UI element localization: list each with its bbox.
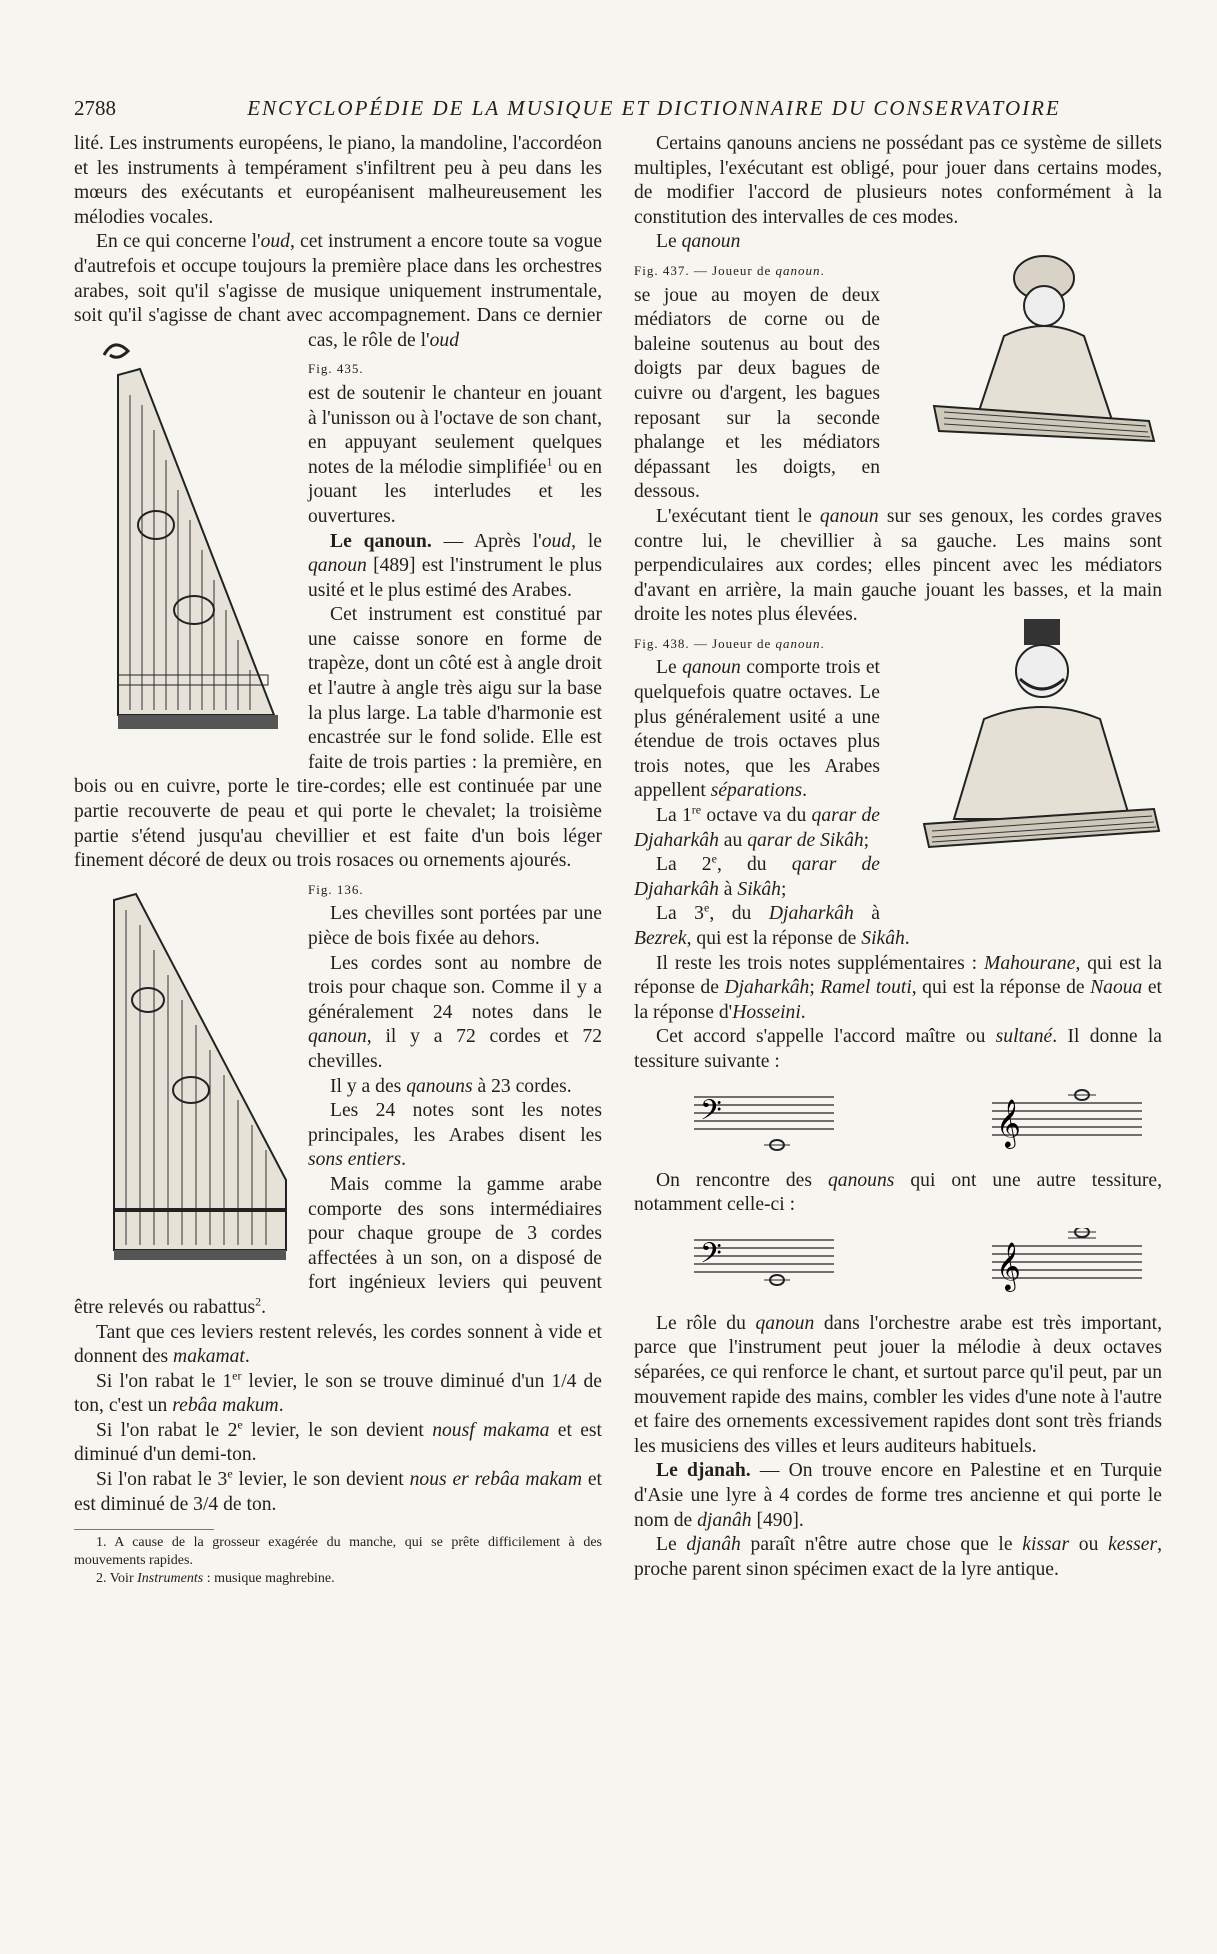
left-column: lité. Les instruments européens, le piano, la mandoline, l'accordéon et les instruments à tempérament s'infiltrent peu à peu dans les mœurs des exécutants et européanisent malheureusement les mélodies vocales. En ce qui concerne l'oud, cet instrument a encore toute sa vogue d'autrefois et occupe toujours la première place dans les orchestres arabes, soit qu'il s'agisse de musique uniquement instrumentale, soit qu'il s'agisse de chant avec accompagnement. Dans ce dernier cas, le rôle de l'oud Fig. 435. est de soutenir le chanteur en jouant à l'unisson ou à l'octave de son chant, en appuyant seulement quelques notes de la mélodie simplifiée$^1$ ou en jouant les interludes et les ouvertures. Le qanoun. — Après l'oud, le qanoun [489] est l'instrument le plus usité et le plus estimé des Arabes. Cet instrument est constitué par une caisse sonore en forme de trapèze, dont un côté est à angle droit et l'autre à angle très aigu sur la base la plus large. La table d'harmonie est encastrée sur le fond solide. Elle est faite de trois parties : la première, en bois ou en cuivre, porte le tire-cordes; elle est continuée par une partie recouverte de peau et qui porte le chevalet; la troisième partie s'étend jusqu'au chevillier et est faite d'un bois léger finement décoré de deux ou trois rosaces ou ornements ajourés. Fig. 136. Les chevilles sont portées par une pièce de bois fixée au dehors. Les cordes sont au nombre de trois pour chaque son. Comme il y a généralement 24 notes dans le qanoun, il y a 72 cordes et 72 chevilles. Il y a des qanouns à 23 cordes. Les 24 notes sont les notes principales, les Arabes disent les sons entiers. Mais comme la gamme arabe comporte des sons intermédiaires pour chaque groupe de 3 cordes affectées à un son, on a disposé de fort ingénieux leviers qui peuvent être relevés ou rabattus$^2$. Tant que ces leviers restent relevés, les cordes sonnent à vide et donnent des makamat. Si l'on rabat le 1er levier, le son se trouve diminué d'un 1/4 de ton, c'est un rebâa makum. Si l'on rabat le 2e levier, le son devient nousf makama et est diminué d'un demi-ton. Si l'on rabat le 3e levier, le son devient nous er rebâa makam et est diminué de 3/4 de ton. 1. A cause de la grosseur exagérée du manche, qui se prête difficilement à des mouvements rapides. 2. Voir Instruments : musique maghrebine. (74, 133, 603, 1587)
paragraph: L'exécutant tient le qanoun sur ses genoux, les cordes graves contre lui, le chevillier à sa gauche. Les mains sont perpendiculaires aux cordes; elles pincent avec les médiators d'avant en arrière, la main gauche jouant les basses, et la main droite les notes plus élevées. (634, 505, 1162, 628)
paragraph: Si l'on rabat le 1er levier, le son se trouve diminué d'un 1/4 de ton, c'est un rebâa makum. (74, 1368, 602, 1417)
running-title: ENCYCLOPÉDIE DE LA MUSIQUE ET DICTIONNAIRE DU CONSERVATOIRE (247, 96, 1061, 120)
figure-caption: Fig. 136. (308, 881, 364, 897)
footnote-1: 1. A cause de la grosseur exagérée du manche, qui se prête difficilement à des mouvements rapides. (74, 1535, 602, 1569)
paragraph: La 3e, du Djaharkâh à Bezrek, qui est la réponse de Sikâh. (634, 900, 910, 949)
paragraph: En ce qui concerne l'oud, cet instrument a encore toute sa vogue d'autrefois et occupe toujours la première place dans les orchestres arabes, soit qu'il s'agisse de musique uniquement instrumentale, soit qu'il s'agisse de chant avec accompagnement. Dans ce dernier cas, le rôle de l'oud (74, 230, 602, 353)
paragraph: lité. Les instruments européens, le piano, la mandoline, l'accordéon et les instruments à tempérament s'infiltrent peu à peu dans les mœurs des exécutants et européanisent malheureusement les mélodies vocales. (74, 133, 602, 228)
paragraph: Les cordes sont au nombre de trois pour chaque son. Comme il y a généralement 24 notes dans le qanoun, il y a 72 cordes et 72 chevilles. (308, 952, 602, 1072)
paragraph: Le rôle du qanoun dans l'orchestre arabe est très important, parce que l'instrument peut jouer la mélodie à deux octaves séparées, ce qui renforce le chant, et surtout parce qu'il peut, par un mouvement rapide des mains, combler les vides d'une note à l'autre et faire des ornements excessivement rapides dont sont très friands les musiciens des villes et leurs auditeurs habituels. (634, 1312, 1162, 1457)
qanoun-illustration-436 (96, 880, 296, 1280)
paragraph: On rencontre des qanouns qui ont une autre tessiture, notamment celle-ci : (634, 1169, 1162, 1216)
paragraph: Le qanoun comporte trois et quelquefois quatre octaves. Le plus généralement usité a une étendue de trois octaves plus trois notes, que les Arabes appellent séparations. (634, 657, 880, 802)
svg-text:𝄢: 𝄢 (700, 1236, 722, 1277)
paragraph: Certains qanouns anciens ne possédant pas ce système de sillets multiples, l'exécutant est obligé, pour jouer dans certains modes, de modifier l'accord de plusieurs notes conformément à la constitution des intervalles de ces modes. (634, 133, 1162, 228)
figure-436 (74, 880, 294, 1288)
paragraph: Le qanoun (634, 230, 1162, 255)
paragraph: Il reste les trois notes supplémentaires : Mahourane, qui est la réponse de Djaharkâh; Ramel touti, qui est la réponse de Naoua et la réponse d'Hosseini. (634, 952, 1162, 1023)
treble-clef-staff (992, 1085, 1142, 1155)
treble-clef-staff (992, 1228, 1142, 1298)
figure-435 (74, 335, 294, 753)
qanoun-illustration-435 (96, 335, 296, 745)
qanoun-player-illustration-437 (914, 236, 1174, 476)
music-staff-tessitura-2 (694, 1228, 1142, 1298)
qanoun-player-illustration-438 (914, 609, 1174, 899)
paragraph: Tant que ces leviers restent relevés, les cordes sonnent à vide et donnent des makamat. (74, 1321, 602, 1368)
paragraph: Si l'on rabat le 3e levier, le son devient nous er rebâa makam et est diminué de 3/4 de ton. (74, 1466, 602, 1515)
paragraph: Le qanoun. — Après l'oud, le qanoun [489] est l'instrument le plus usité et le plus estimé des Arabes. (308, 530, 603, 601)
figure-438 (892, 609, 1162, 907)
paragraph: Cet instrument est constitué par une caisse sonore en forme de trapèze, dont un côté est à angle droit et l'autre à angle très aigu sur la base la plus large. La table d'harmonie est encastrée sur le fond solide. Elle est faite de trois parties : la première, en bois ou en cuivre, porte le tire-cordes; elle est continuée par une partie recouverte de peau et qui porte le chevalet; la troisième partie s'étend jusqu'au chevillier et est faite d'un bois léger finement décoré de deux ou trois rosaces ou ornements ajourés. (74, 603, 602, 874)
page-header (74, 96, 1162, 130)
paragraph: Les 24 notes sont les notes principales, les Arabes disent les sons entiers. (308, 1100, 602, 1171)
section-heading-djanah: Le djanah. (656, 1460, 751, 1482)
bass-clef-staff (694, 1228, 834, 1298)
svg-text:𝄞: 𝄞 (996, 1097, 1021, 1147)
section-heading-qanoun: Le qanoun. (330, 530, 432, 552)
figure-caption: Fig. 437. — Joueur de qanoun. (634, 262, 825, 278)
paragraph: Mais comme la gamme arabe comporte des sons intermédiaires pour chaque groupe de 3 cordes affectées à un son, on a disposé de fort ingénieux leviers qui peuvent être relevés ou rabattus$^2$. (74, 1173, 602, 1318)
paragraph: Le djanâh paraît n'être autre chose que le kissar ou kesser, proche parent sinon spécimen exact de la lyre antique. (634, 1534, 1162, 1580)
music-staff-tessitura-1 (694, 1085, 1142, 1155)
figure-caption: Fig. 435. (308, 361, 364, 377)
footnote-2: 2. Voir Instruments : musique maghrebine. (96, 1571, 335, 1587)
paragraph: Cet accord s'appelle l'accord maître ou sultané. Il donne la tessiture suivante : (634, 1026, 1162, 1072)
page-number: 2788 (74, 96, 116, 120)
svg-text:𝄞: 𝄞 (996, 1240, 1021, 1290)
paragraph: La 2e, du qarar de Djaharkâh à Sikâh; (634, 851, 880, 900)
paragraph: Il y a des qanouns à 23 cordes. (330, 1075, 572, 1097)
figure-437 (892, 236, 1162, 484)
figure-caption: Fig. 438. — Joueur de qanoun. (634, 635, 825, 651)
bass-clef-staff (694, 1085, 834, 1155)
paragraph: Le djanah. — On trouve encore en Palestine et en Turquie d'Asie une lyre à 4 cordes de forme tres ancienne et qui porte le nom de djanâh [490]. (634, 1460, 1162, 1531)
svg-text:𝄢: 𝄢 (700, 1093, 722, 1134)
paragraph: La 1re octave va du qarar de Djaharkâh au qarar de Sikâh; (634, 802, 880, 851)
paragraph: Si l'on rabat le 2e levier, le son devient nousf makama et est diminué d'un demi-ton. (74, 1417, 603, 1466)
footnote-divider (74, 1529, 214, 1530)
right-column: Certains qanouns anciens ne possédant pas ce système de sillets multiples, l'exécutant est obligé, pour jouer dans certains modes, de modifier l'accord de plusieurs notes conformément à la constitution des intervalles de ces modes. Le qanoun Fig. 437. — Joueur de qanoun. se joue au moyen de deux médiators de corne ou de baleine soutenus au bout des doigts par deux bagues de cuivre ou d'argent, les bagues reposant sur la seconde phalange et les médiators dépassant les doigts, en dessous. L'exécutant tient le qanoun sur ses genoux, les cordes graves contre lui, le chevillier à sa gauche. Les mains sont perpendiculaires aux cordes; elles pincent avec les médiators d'avant en arrière, la main gauche jouant les basses, et la main droite les notes plus élevées. Fig. 438. — Joueur de qanoun. Le qanoun comporte trois et quelquefois quatre octaves. Le plus généralement usité a une étendue de trois octaves plus trois notes, que les Arabes appellent séparations. La 1re octave va du qarar de Djaharkâh au qarar de Sikâh; La 2e, du qarar de Djaharkâh à Sikâh; La 3e, du Djaharkâh à Bezrek, qui est la réponse de Sikâh. Il reste les trois notes supplémentaires : Mahourane, qui est la réponse de Djaharkâh; Ramel touti, qui est la réponse de Naoua et la réponse d'Hosseini. Cet accord s'appelle l'accord maître ou sultané. Il donne la tessiture suivante : 𝄢 𝄞 On rencontre des qanouns qui ont une autre tessiture, notamment celle-ci : 𝄢 𝄞 Le rôle du qanoun dans l'orchestre arabe est très important, parce que l'instrument peut jouer la mélodie à deux octaves séparées, ce qui renforce le chant, et surtout parce qu'il peut, par un mouvement rapide des mains, combler les vides d'une note à l'autre et faire des ornements excessivement rapides dont sont très friands les musiciens des villes et leurs auditeurs habituels. Le djanah. — On trouve encore en Palestine et en Turquie d'Asie une lyre à 4 cordes de forme tres ancienne et qui porte le nom de djanâh [490]. Le djanâh paraît n'être autre chose que le kissar ou kesser, proche parent sinon spécimen exact de la lyre antique. (634, 132, 1162, 1582)
paragraph: Les chevilles sont portées par une pièce de bois fixée au dehors. (308, 903, 602, 949)
